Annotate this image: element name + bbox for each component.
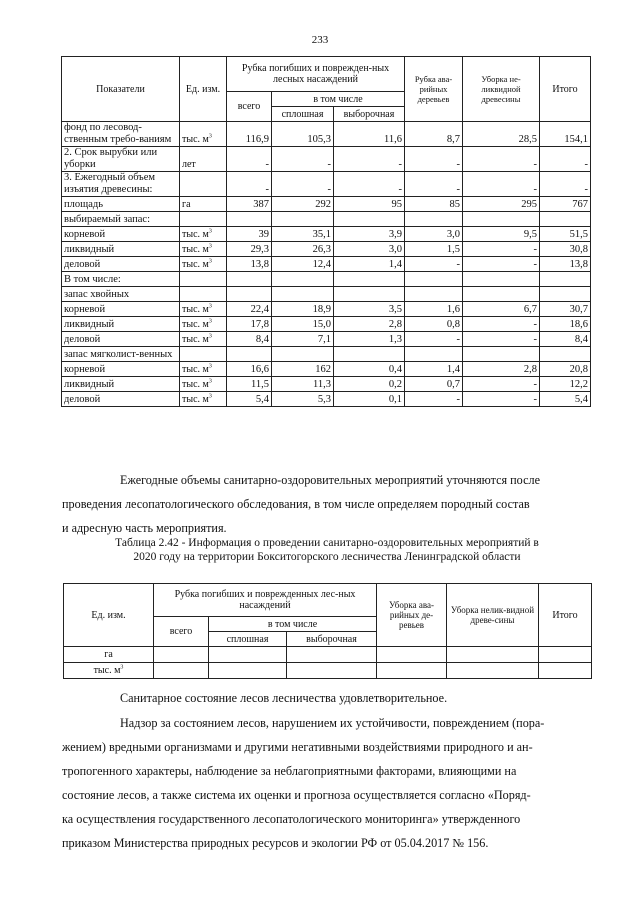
unit-text: тыс. м: [182, 229, 209, 240]
header-selective-felling: выборочная: [334, 107, 405, 122]
unit-text: тыс. м: [182, 334, 209, 345]
cell-value: 51,5: [540, 227, 591, 242]
paragraph-supervision-line5: ка осуществления государственного лесопатологического мониторинга» утвержденного: [62, 812, 521, 826]
row-unit: [180, 347, 227, 362]
cell-empty: [447, 647, 539, 663]
t2-header-total-all: всего: [154, 617, 209, 647]
cell-value: [227, 272, 272, 287]
cell-value: -: [272, 147, 334, 172]
row-label: ликвидный: [62, 377, 180, 392]
table-row: [62, 377, 591, 392]
cell-value: -: [405, 332, 463, 347]
t2-header-logging-group: Рубка погибших и поврежденных лес-ных насаждений: [154, 584, 377, 617]
cell-value: 8,4: [227, 332, 272, 347]
row-unit: [180, 332, 227, 347]
cell-value: 5,4: [227, 392, 272, 407]
unit-text: тыс. м: [93, 665, 121, 676]
cell-value: [540, 212, 591, 227]
cell-value: -: [463, 257, 540, 272]
cell-value: 15,0: [272, 317, 334, 332]
table-row: [62, 212, 591, 227]
table-row: [62, 147, 591, 172]
cell-value: [463, 272, 540, 287]
paragraph-supervision-line6: приказом Министерства природных ресурсов и экологии РФ от 05.04.2017 № 156.: [62, 836, 489, 850]
cell-value: 0,7: [405, 377, 463, 392]
header-total: Итого: [540, 57, 591, 122]
cell-value: 3,0: [405, 227, 463, 242]
cell-value: 2,8: [334, 317, 405, 332]
cell-value: 154,1: [540, 122, 591, 147]
row-unit: [64, 663, 154, 679]
row-unit: [64, 647, 154, 663]
cell-value: 39: [227, 227, 272, 242]
cell-value: 30,7: [540, 302, 591, 317]
cell-value: -: [463, 147, 540, 172]
cell-value: 26,3: [272, 242, 334, 257]
cell-value: [272, 287, 334, 302]
row-unit: [180, 227, 227, 242]
table-row: [62, 197, 591, 212]
cell-empty: [539, 647, 592, 663]
row-label: ликвидный: [62, 242, 180, 257]
cell-value: [334, 272, 405, 287]
cell-value: 29,3: [227, 242, 272, 257]
table-row: [62, 242, 591, 257]
unit-text: тыс. м: [182, 394, 209, 405]
cell-value: -: [405, 172, 463, 197]
forest-indicators-table: [61, 56, 591, 407]
cell-value: 18,9: [272, 302, 334, 317]
paragraph-supervision-line2: жением) вредными организмами и другими негативными воздействиями природного и ан-: [62, 740, 533, 754]
row-label: корневой: [62, 362, 180, 377]
paragraph-supervision-line4: состояние лесов, а также система их оценки и прогноза осуществляется согласно «Поряд-: [62, 788, 531, 802]
unit-superscript: 3: [208, 228, 212, 235]
cell-value: [405, 287, 463, 302]
row-unit: [180, 147, 227, 172]
unit-text: тыс. м: [182, 379, 209, 390]
table-row: [62, 392, 591, 407]
cell-empty: [209, 647, 287, 663]
cell-value: 20,8: [540, 362, 591, 377]
cell-empty: [154, 663, 209, 679]
cell-value: 116,9: [227, 122, 272, 147]
unit-superscript: 3: [208, 243, 212, 250]
table-row: [62, 272, 591, 287]
unit-text: тыс. м: [182, 259, 209, 270]
cell-value: 0,8: [405, 317, 463, 332]
cell-value: 0,2: [334, 377, 405, 392]
cell-value: 1,4: [334, 257, 405, 272]
cell-value: 1,5: [405, 242, 463, 257]
t2-header-in-that-number: в том числе: [209, 617, 377, 632]
cell-value: 5,3: [272, 392, 334, 407]
cell-value: [405, 212, 463, 227]
table-row: [64, 647, 592, 663]
cell-value: 35,1: [272, 227, 334, 242]
cell-value: -: [540, 172, 591, 197]
cell-value: 1,3: [334, 332, 405, 347]
cell-value: -: [463, 172, 540, 197]
row-unit: [180, 242, 227, 257]
row-unit: [180, 302, 227, 317]
caption-line1: Таблица 2.42 - Информация о проведении санитарно-оздоровительных мероприятий в: [115, 537, 539, 549]
cell-value: 3,0: [334, 242, 405, 257]
cell-value: 13,8: [227, 257, 272, 272]
header-unit: Ед. изм.: [180, 57, 227, 122]
table-row: [62, 332, 591, 347]
cell-empty: [447, 663, 539, 679]
cell-value: -: [463, 242, 540, 257]
row-label: деловой: [62, 257, 180, 272]
row-label: фонд по лесовод-ственным требо-ваниям: [62, 122, 180, 147]
unit-superscript: 3: [208, 378, 212, 385]
cell-value: 0,4: [334, 362, 405, 377]
unit-text: тыс. м: [182, 304, 209, 315]
cell-empty: [539, 663, 592, 679]
cell-value: -: [540, 147, 591, 172]
header-indicators: Показатели: [62, 57, 180, 122]
row-unit: [180, 392, 227, 407]
row-label: деловой: [62, 332, 180, 347]
row-label: запас мягколист-венных: [62, 347, 180, 362]
header-in-that-number: в том числе: [272, 92, 405, 107]
unit-text: тыс. м: [182, 364, 209, 375]
row-unit: [180, 272, 227, 287]
row-label: запас хвойных: [62, 287, 180, 302]
cell-value: [540, 272, 591, 287]
cell-value: [272, 212, 334, 227]
cell-value: 5,4: [540, 392, 591, 407]
cell-value: [334, 347, 405, 362]
table-row: [62, 257, 591, 272]
cell-value: 1,6: [405, 302, 463, 317]
unit-superscript: 3: [120, 664, 124, 671]
row-unit: [180, 317, 227, 332]
table-caption: [62, 536, 592, 564]
paragraph-annual-volumes-line1: Ежегодные объемы санитарно-оздоровительных мероприятий уточняются после: [120, 473, 540, 487]
cell-value: -: [405, 392, 463, 407]
cell-value: 767: [540, 197, 591, 212]
cell-value: [227, 347, 272, 362]
page-number: 233: [311, 34, 329, 46]
table-row: [62, 362, 591, 377]
row-unit: [180, 197, 227, 212]
cell-value: 387: [227, 197, 272, 212]
unit-text: га: [104, 649, 113, 660]
unit-superscript: 3: [208, 393, 212, 400]
cell-value: 105,3: [272, 122, 334, 147]
unit-superscript: 3: [208, 303, 212, 310]
cell-value: 3,5: [334, 302, 405, 317]
unit-text: га: [182, 199, 191, 210]
cell-value: -: [227, 172, 272, 197]
row-label: деловой: [62, 392, 180, 407]
unit-text: тыс. м: [182, 244, 209, 255]
row-unit: [180, 257, 227, 272]
cell-value: 8,7: [405, 122, 463, 147]
row-unit: [180, 377, 227, 392]
cell-empty: [209, 663, 287, 679]
row-unit: [180, 122, 227, 147]
cell-value: 8,4: [540, 332, 591, 347]
header-total-all: всего: [227, 92, 272, 122]
cell-value: 9,5: [463, 227, 540, 242]
header-logging-group: Рубка погибших и поврежден-ных лесных насаждений: [227, 57, 405, 92]
cell-value: 18,6: [540, 317, 591, 332]
cell-value: 11,3: [272, 377, 334, 392]
cell-value: 13,8: [540, 257, 591, 272]
cell-value: [463, 347, 540, 362]
row-label: площадь: [62, 197, 180, 212]
row-label: корневой: [62, 227, 180, 242]
cell-value: [334, 287, 405, 302]
row-label: 2. Срок вырубки или уборки: [62, 147, 180, 172]
cell-value: -: [272, 172, 334, 197]
row-unit: [180, 172, 227, 197]
cell-empty: [287, 647, 377, 663]
cell-value: [227, 287, 272, 302]
unit-superscript: 3: [208, 333, 212, 340]
row-label: ликвидный: [62, 317, 180, 332]
cell-value: 28,5: [463, 122, 540, 147]
cell-value: 12,4: [272, 257, 334, 272]
table-row: [62, 227, 591, 242]
table-row: [62, 172, 591, 197]
cell-value: 7,1: [272, 332, 334, 347]
cell-value: -: [405, 257, 463, 272]
paragraph-supervision-line1: Надзор за состоянием лесов, нарушением их устойчивости, повреждением (пора-: [120, 716, 545, 730]
cell-value: [272, 272, 334, 287]
t2-header-clear-felling: сплошная: [209, 632, 287, 647]
header-illiquid-wood: Уборка не-ликвидной древесины: [463, 57, 540, 122]
unit-superscript: 3: [208, 318, 212, 325]
cell-value: 30,8: [540, 242, 591, 257]
t2-header-emergency-trees: Уборка ава-рийных де-ревьев: [377, 584, 447, 647]
cell-value: 3,9: [334, 227, 405, 242]
cell-value: 17,8: [227, 317, 272, 332]
sanitary-measures-table: [63, 583, 592, 679]
cell-value: [405, 347, 463, 362]
cell-value: -: [463, 332, 540, 347]
cell-value: 12,2: [540, 377, 591, 392]
unit-superscript: 3: [208, 258, 212, 265]
paragraph-annual-volumes-line3: и адресную часть мероприятия.: [62, 521, 227, 535]
row-unit: [180, 212, 227, 227]
cell-empty: [154, 647, 209, 663]
row-label: корневой: [62, 302, 180, 317]
unit-text: лет: [182, 159, 196, 170]
cell-value: 85: [405, 197, 463, 212]
cell-empty: [377, 663, 447, 679]
unit-superscript: 3: [208, 133, 212, 140]
row-label: выбираемый запас:: [62, 212, 180, 227]
cell-value: 162: [272, 362, 334, 377]
cell-value: [334, 212, 405, 227]
t2-header-unit: Ед. изм.: [64, 584, 154, 647]
cell-value: 6,7: [463, 302, 540, 317]
row-label: 3. Ежегодный объем изъятия древесины:: [62, 172, 180, 197]
table-row: [62, 347, 591, 362]
cell-value: -: [463, 317, 540, 332]
cell-value: 11,6: [334, 122, 405, 147]
t2-header-total: Итого: [539, 584, 592, 647]
paragraph-annual-volumes-line2: проведения лесопатологического обследования, в том числе определяем породный состав: [62, 497, 530, 511]
cell-value: 295: [463, 197, 540, 212]
row-label: В том числе:: [62, 272, 180, 287]
unit-text: тыс. м: [182, 319, 209, 330]
unit-text: тыс. м: [182, 134, 209, 145]
cell-value: 22,4: [227, 302, 272, 317]
paragraph-supervision-line3: тропогенного характеры, наблюдение за неблагоприятными факторами, влияющими на: [62, 764, 517, 778]
cell-value: [540, 287, 591, 302]
cell-value: 11,5: [227, 377, 272, 392]
cell-value: [227, 212, 272, 227]
cell-value: [272, 347, 334, 362]
cell-empty: [287, 663, 377, 679]
table-row: [64, 663, 592, 679]
cell-empty: [377, 647, 447, 663]
cell-value: 1,4: [405, 362, 463, 377]
row-unit: [180, 362, 227, 377]
t2-header-illiquid-wood: Уборка нелик-видной древе-сины: [447, 584, 539, 647]
caption-line2: 2020 году на территории Бокситогорского лесничества Ленинградской области: [133, 551, 521, 563]
table-row: [62, 122, 591, 147]
cell-value: 16,6: [227, 362, 272, 377]
cell-value: [463, 287, 540, 302]
table-row: [62, 287, 591, 302]
paragraph-sanitary-state: Санитарное состояние лесов лесничества удовлетворительное.: [120, 691, 448, 705]
cell-value: [405, 272, 463, 287]
unit-superscript: 3: [208, 363, 212, 370]
cell-value: 292: [272, 197, 334, 212]
header-clear-felling: сплошная: [272, 107, 334, 122]
t2-header-selective-felling: выборочная: [287, 632, 377, 647]
header-emergency-trees: Рубка ава-рийных деревьев: [405, 57, 463, 122]
cell-value: -: [227, 147, 272, 172]
cell-value: 0,1: [334, 392, 405, 407]
table-row: [62, 302, 591, 317]
table-row: [62, 317, 591, 332]
cell-value: -: [405, 147, 463, 172]
cell-value: [463, 212, 540, 227]
cell-value: -: [334, 172, 405, 197]
cell-value: 2,8: [463, 362, 540, 377]
cell-value: [540, 347, 591, 362]
cell-value: -: [463, 392, 540, 407]
cell-value: -: [463, 377, 540, 392]
cell-value: -: [334, 147, 405, 172]
cell-value: 95: [334, 197, 405, 212]
row-unit: [180, 287, 227, 302]
